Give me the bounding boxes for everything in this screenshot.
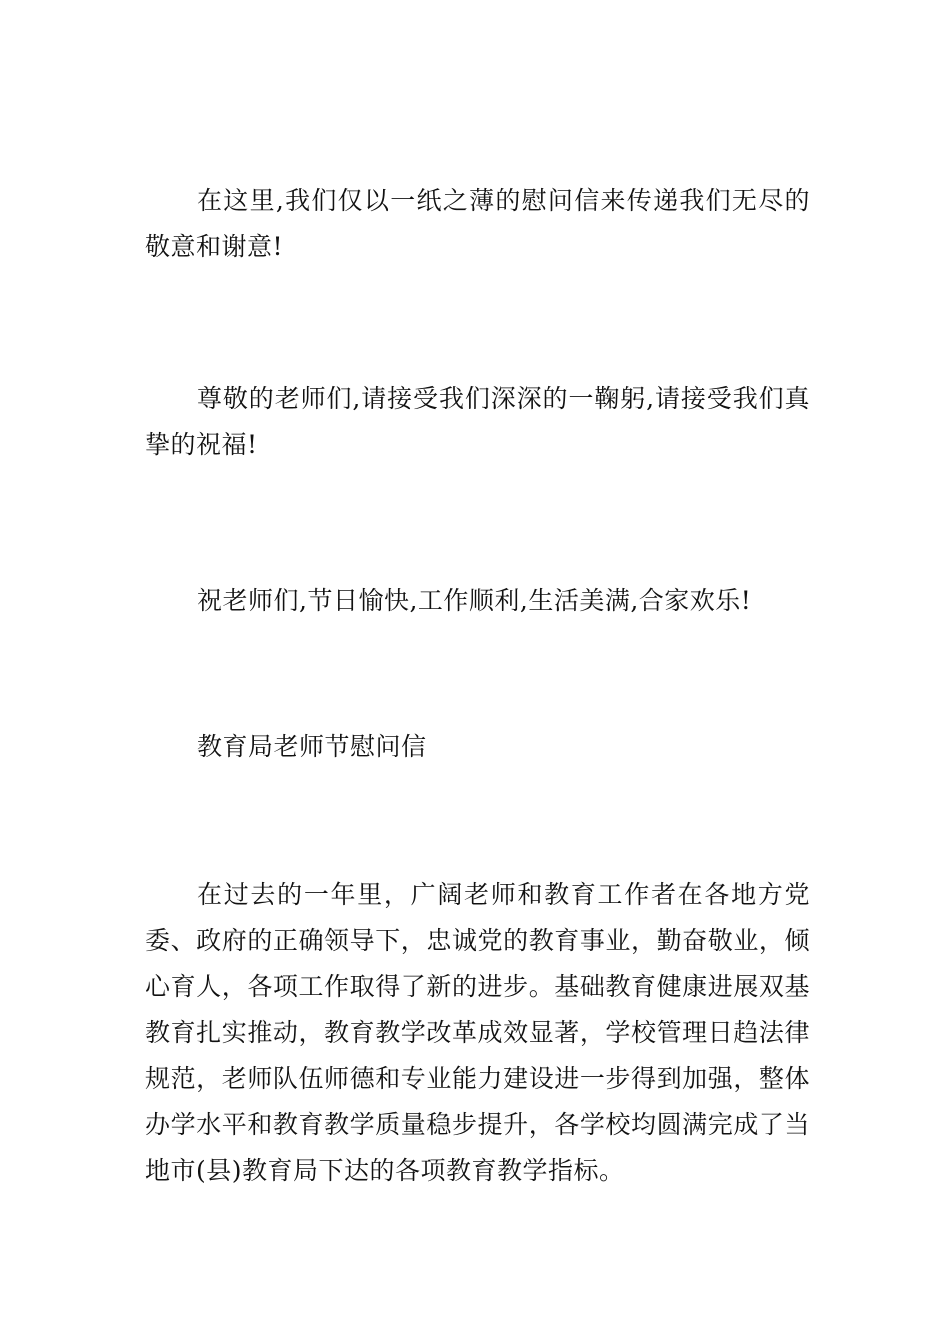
paragraph-wishes: 祝老师们,节日愉快,工作顺利,生活美满,合家欢乐! bbox=[197, 586, 752, 615]
section-title: 教育局老师节慰问信 bbox=[197, 732, 427, 761]
paragraph-gratitude: 在这里,我们仅以一纸之薄的慰问信来传递我们无尽的敬意和谢意! bbox=[145, 186, 810, 261]
paragraph-review: 在过去的一年里，广阔老师和教育工作者在各地方党委、政府的正确领导下，忠诚党的教育事业，勤奋敬业，倾心育人，各项工作取得了新的进步。基础教育健康进展双基教育扎实推动，教育教学改革成效显著，学校管理日趋法律规范，老师队伍师德和专业能力建设进一步得到加强，整体办学水平和教育教学质量稳步提升，各学校均圆满完成了当地市(县)教育局下达的各项教育教学指标。 bbox=[145, 880, 810, 1185]
paragraph-respect: 尊敬的老师们,请接受我们深深的一鞠躬,请接受我们真挚的祝福! bbox=[145, 384, 810, 459]
